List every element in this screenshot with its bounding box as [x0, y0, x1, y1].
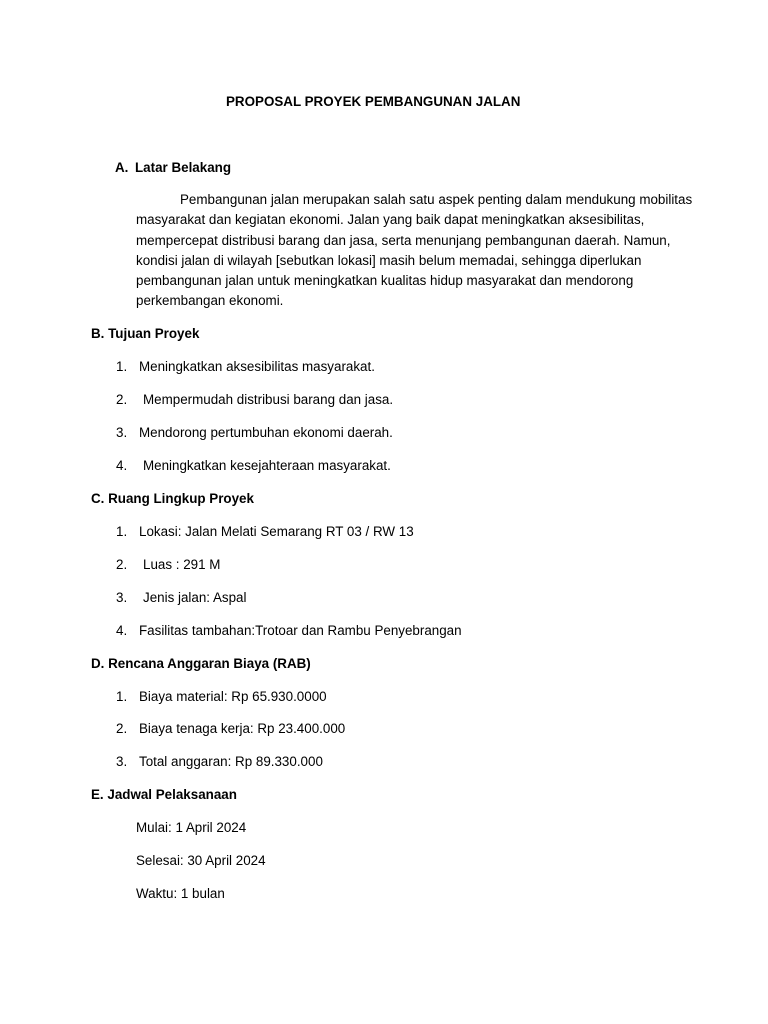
list-item: Mempermudah distribusi barang dan jasa.: [143, 392, 394, 407]
list-item: Lokasi: Jalan Melati Semarang RT 03 / RW 13: [139, 524, 414, 539]
section-c-heading: C. Ruang Lingkup Proyek: [91, 491, 254, 506]
list-item-number: 1.: [116, 689, 128, 704]
list-item: Mendorong pertumbuhan ekonomi daerah.: [139, 425, 393, 440]
list-item: Meningkatkan kesejahteraan masyarakat.: [143, 458, 391, 473]
section-b-heading: B. Tujuan Proyek: [91, 326, 200, 341]
paragraph-line: masyarakat dan kegiatan ekonomi. Jalan yang baik dapat meningkatkan aksesibilitas,: [136, 212, 645, 228]
list-item: Fasilitas tambahan:Trotoar dan Rambu Penyebrangan: [139, 623, 462, 638]
paragraph-line: kondisi jalan di wilayah [sebutkan lokasi] masih belum memadai, sehingga diperlukan: [136, 252, 642, 268]
section-a-heading: Latar Belakang: [135, 160, 232, 175]
section-a-paragraph: [136, 190, 693, 312]
list-item-number: 2.: [116, 392, 128, 407]
paragraph-line: perkembangan ekonomi.: [136, 293, 284, 309]
paragraph-line: Pembangunan jalan merupakan salah satu aspek penting dalam mendukung mobilitas: [180, 192, 693, 207]
list-item-number: 3.: [116, 590, 128, 605]
list-item-number: 4.: [116, 623, 128, 638]
list-item-number: 2.: [116, 557, 128, 572]
list-item: Biaya tenaga kerja: Rp 23.400.000: [139, 721, 346, 736]
list-item-number: 1.: [116, 359, 128, 374]
section-a-marker: A.: [115, 160, 129, 175]
list-item: Jenis jalan: Aspal: [143, 590, 247, 605]
paragraph-line: pembangunan jalan untuk meningkatkan kualitas hidup masyarakat dan mendorong: [136, 273, 634, 289]
list-item: Total anggaran: Rp 89.330.000: [139, 754, 323, 769]
section-e-heading: E. Jadwal Pelaksanaan: [91, 787, 237, 802]
schedule-start: Mulai: 1 April 2024: [136, 820, 247, 835]
list-item-number: 3.: [116, 754, 128, 769]
paragraph-line: mempercepat distribusi barang dan jasa, serta menunjang pembangunan daerah. Namun,: [136, 232, 671, 248]
list-item-number: 4.: [116, 458, 128, 473]
document-title: PROPOSAL PROYEK PEMBANGUNAN JALAN: [226, 94, 521, 109]
section-d-heading: D. Rencana Anggaran Biaya (RAB): [91, 656, 311, 671]
schedule-duration: Waktu: 1 bulan: [136, 886, 225, 901]
list-item-number: 2.: [116, 721, 128, 736]
list-item-number: 3.: [116, 425, 128, 440]
list-item-number: 1.: [116, 524, 128, 539]
schedule-end: Selesai: 30 April 2024: [136, 853, 266, 868]
list-item: Luas : 291 M: [143, 557, 221, 572]
list-item: Biaya material: Rp 65.930.0000: [139, 689, 327, 704]
list-item: Meningkatkan aksesibilitas masyarakat.: [139, 359, 375, 374]
